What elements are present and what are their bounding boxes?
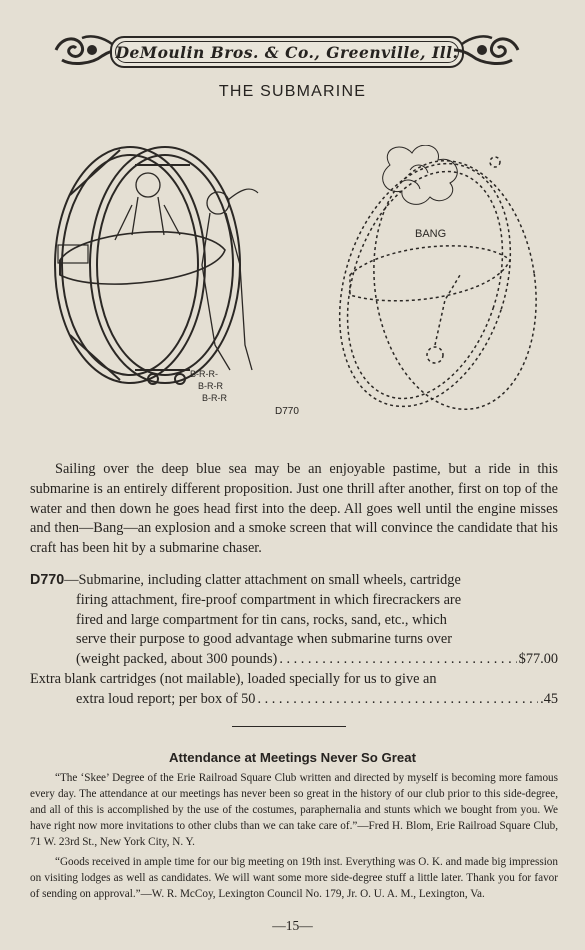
testimonial-1: “The ‘Skee’ Degree of the Erie Railroad Square Club written and directed by myself is becoming more famous every day. The attendance at our meetings has never been so great in the history of our club prior to this side-degree, and all of this is accomplished by the use of the costumes, paraphernalia and stunts which we bought from you. We have right now more invitations to other clubs than we can take care of.”—Fred H. Blom, Erie Railroad Square Club, 71 W. 23rd St., New York City, N. Y. <box>30 772 558 848</box>
sound-effect-lines <box>190 369 227 403</box>
product-extra-cartridges <box>30 670 558 710</box>
page-header <box>52 30 522 70</box>
header-text: DeMoulin Bros. & Co., Greenville, Ill. <box>115 42 459 62</box>
product-price: $77.00 <box>518 651 558 668</box>
sound-line-1: B-R-R- <box>190 369 218 379</box>
extra-price: .45 <box>540 690 558 707</box>
leader-dots <box>257 690 538 710</box>
leader-dots <box>279 650 516 670</box>
product-code: D770 <box>30 572 65 588</box>
extra-line-2: extra loud report; per box of 50 <box>76 690 256 707</box>
product-line-5: (weight packed, about 300 pounds) <box>76 651 278 668</box>
page-number: —15— <box>272 918 313 933</box>
product-line-4: serve their purpose to good advantage when submarine turns over <box>76 631 452 648</box>
submarine-wheel-drawing <box>55 147 258 384</box>
product-line-2: firing attachment, fire-proof compartment in which firecrackers are <box>76 591 462 608</box>
illustration-code-label: D770 <box>275 406 299 417</box>
product-d770 <box>30 571 558 670</box>
submarine-illustration <box>40 145 560 425</box>
intro-paragraph: Sailing over the deep blue sea may be an enjoyable pastime, but a ride in this submarine is an entirely different proposition. Just one thrill after another, first on top of the water and then down he goes head first into the deep. All goes well until the engine misses and then—Bang—an explosion and a smoke screen that will convince the candidate that his craft has been hit by a submarine chaser. <box>30 461 558 557</box>
bang-label: BANG <box>415 228 447 240</box>
smoke-cloud <box>383 145 458 204</box>
right-flourish-ornament <box>452 30 522 70</box>
product-line-1: —Submarine, including clatter attachment on small wheels, cartridge <box>64 572 461 588</box>
sound-line-3: B-R-R <box>202 393 227 403</box>
extra-line-1: Extra blank cartridges (not mailable), loaded specially for us to give an <box>30 671 437 687</box>
page-title: THE SUBMARINE <box>218 83 367 100</box>
product-line-3: fired and large compartment for tin cans, rocks, sand, etc., which <box>76 611 447 628</box>
exploding-submarine-drawing <box>310 145 551 425</box>
section-divider <box>232 726 346 727</box>
testimonial-2: “Goods received in ample time for our big meeting on 19th inst. Everything was O. K. and made big impression on visiting lodges as well as candidates. We will want some more side-degree stuff a little later. Thank you for favor of sending on approval.”—W. R. McCoy, Lexington Council No. 179, Jr. O. U. A. M., Lexington, Va. <box>30 856 558 900</box>
sound-line-2: B-R-R <box>198 381 223 391</box>
attendance-heading: Attendance at Meetings Never So Great <box>169 750 416 765</box>
header-banner <box>110 36 464 68</box>
